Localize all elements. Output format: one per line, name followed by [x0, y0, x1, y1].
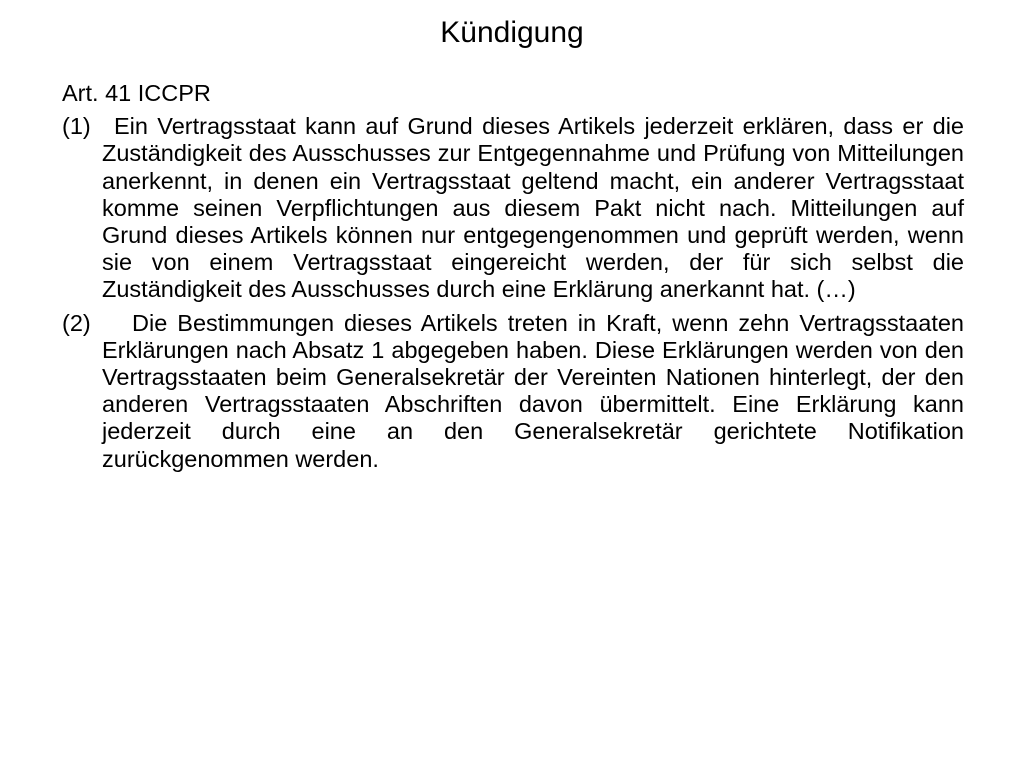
paragraph-1-text: Ein Vertragsstaat kann auf Grund dieses Artikels jederzeit erklären, dass er die Zuständigkeit des Ausschusses zur Entgegennahme und Prüfung von Mitteilungen anerkennt, in denen ein Vertragsstaat geltend macht, ein anderer Vertragsstaat komme seinen Verpflichtungen aus diesem Pakt nicht nach. Mitteilungen auf Grund dieses Artikels können nur entgegengenommen und geprüft werden, wenn sie von einem Vertragsstaat eingereicht werden, der für sich selbst die Zuständigkeit des Ausschusses durch eine Erklärung anerkannt hat. (…): [102, 113, 964, 303]
slide-content: [62, 80, 964, 479]
paragraph-2-text: Die Bestimmungen dieses Artikels treten in Kraft, wenn zehn Vertragsstaaten Erklärungen nach Absatz 1 abgegeben haben. Diese Erklärungen werden von den Vertragsstaaten beim Generalsekretär der Vereinten Nationen hinterlegt, der den anderen Vertragsstaaten Abschriften davon übermittelt. Eine Erklärung kann jederzeit durch eine an den Generalsekretär gerichtete Notifikation zurückgenommen werden.: [102, 309, 964, 472]
slide-title: Kündigung: [440, 16, 584, 49]
paragraph-1: [62, 113, 964, 303]
paragraph-2-number: (2): [62, 309, 91, 336]
paragraph-1-number: (1): [62, 113, 91, 140]
article-heading: Art. 41 ICCPR: [62, 80, 211, 106]
paragraph-2: [62, 310, 964, 473]
